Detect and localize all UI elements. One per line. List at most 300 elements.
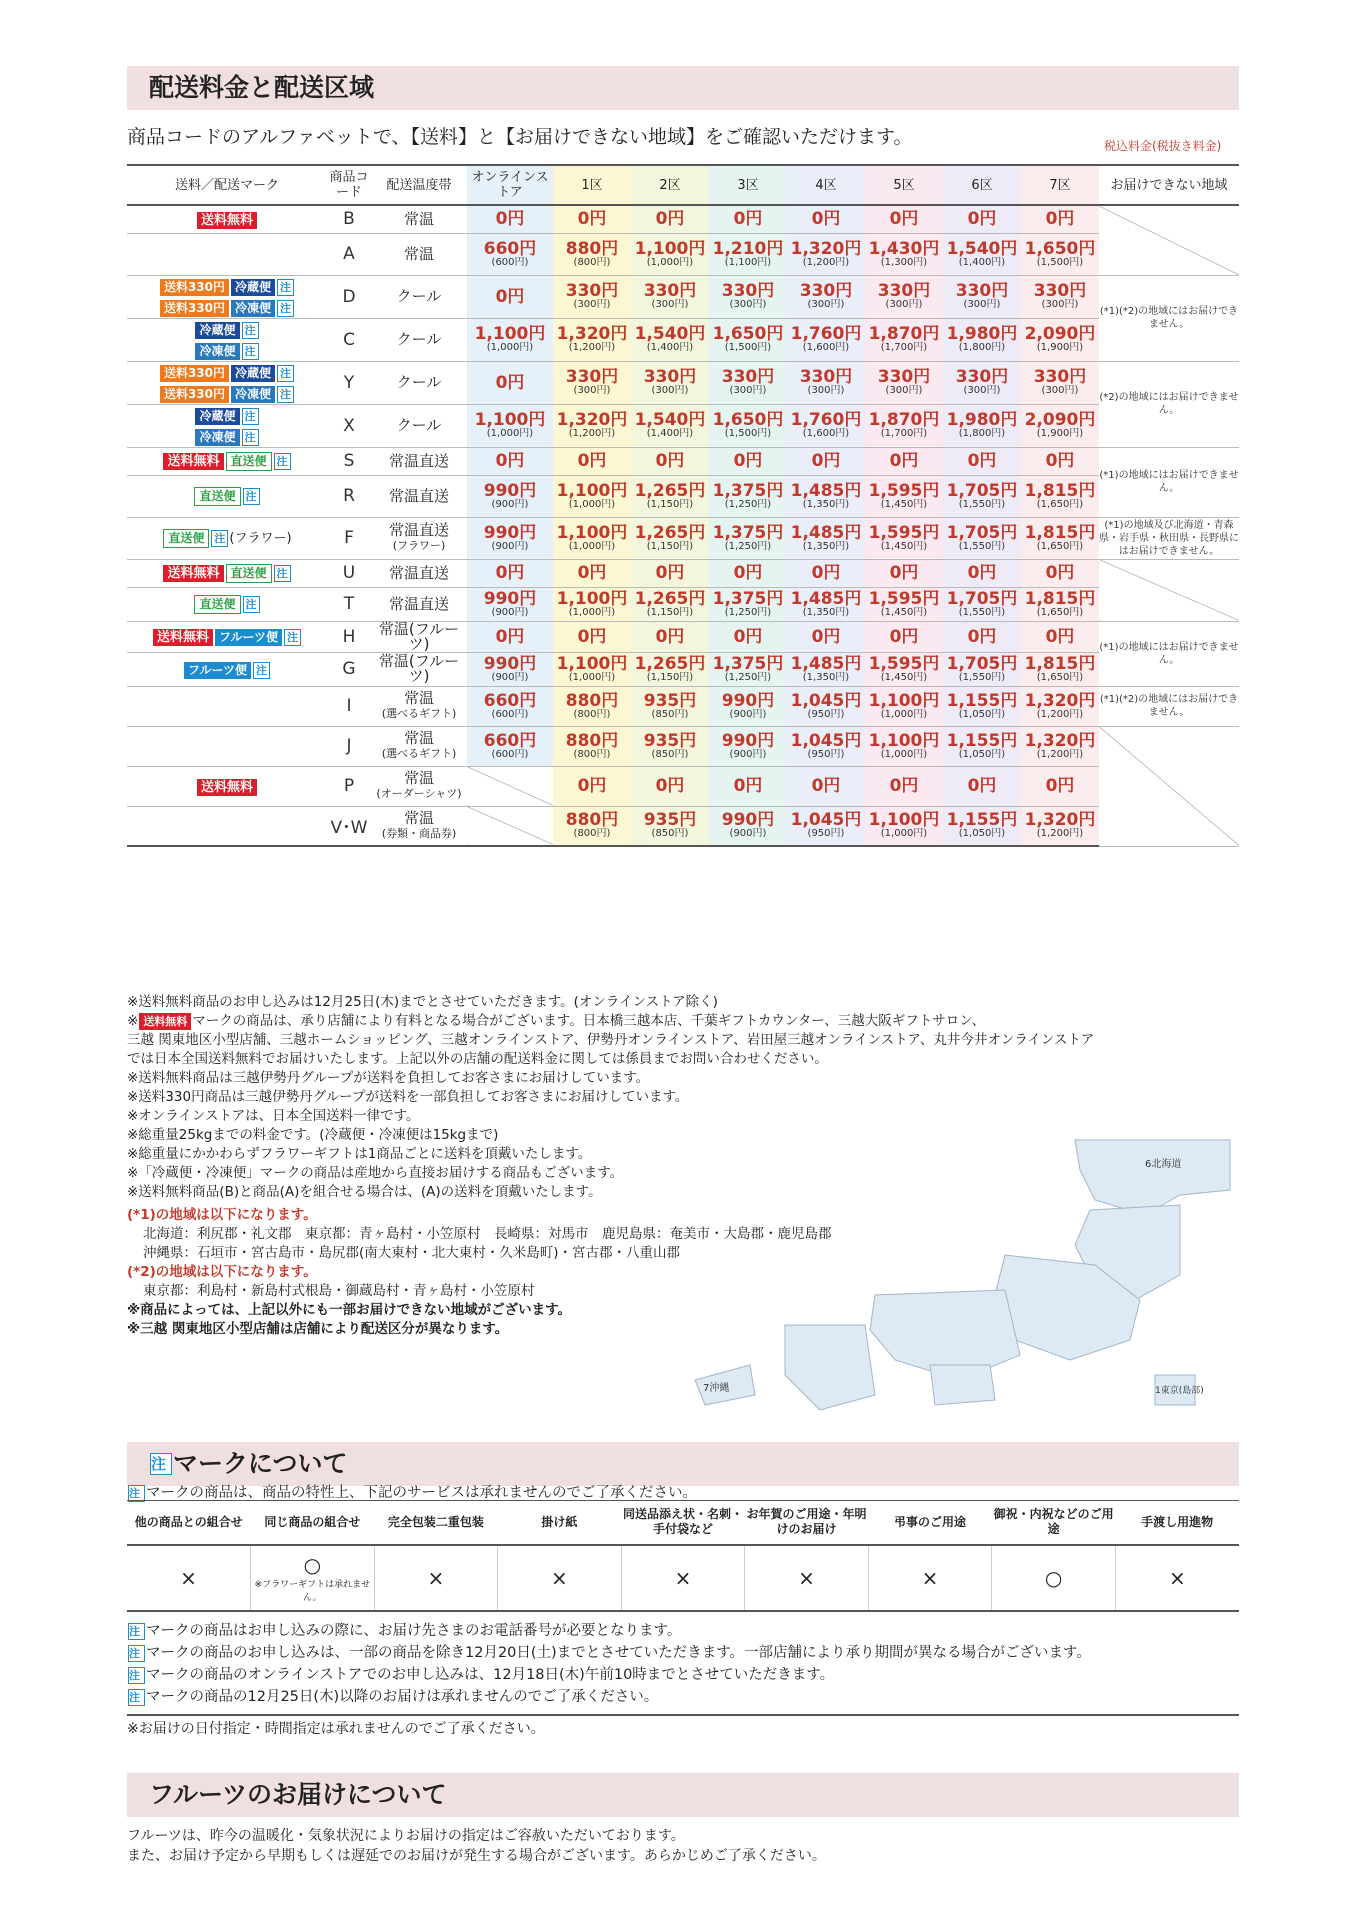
zone-7-price bbox=[1021, 275, 1099, 318]
undeliverable-area: (*1)(*2)の地域にはお届けできません。 bbox=[1099, 275, 1239, 361]
price-incl: 990円 bbox=[483, 480, 537, 501]
temp-main: 常温(フルーツ) bbox=[378, 619, 460, 653]
price-excl: (900円) bbox=[729, 748, 767, 760]
fruit-line: また、お届け予定から早期もしくは遅延でのお届けが発生する場合がございます。あらかじめご了承ください。 bbox=[127, 1848, 826, 1864]
online-price bbox=[467, 517, 553, 559]
price-excl: (300円) bbox=[573, 299, 611, 310]
price-excl: (900円) bbox=[729, 708, 767, 720]
note-text: ※「冷蔵便・冷凍便」マークの商品は産地から直接お届けする商品もございます。 bbox=[127, 1165, 624, 1181]
zone-3-price bbox=[709, 559, 787, 587]
service-header: 掛け紙 bbox=[498, 1501, 622, 1545]
undeliverable-area: (*2)の地域にはお届けできません。 bbox=[1099, 361, 1239, 447]
zone-1-price bbox=[553, 318, 631, 361]
price-excl: (1,800円) bbox=[958, 342, 1006, 353]
zone-3-price bbox=[709, 233, 787, 275]
price-incl: 1,485円 bbox=[790, 522, 862, 543]
price-incl: 0円 bbox=[811, 563, 841, 583]
service-value bbox=[374, 1545, 498, 1611]
price-incl: 0円 bbox=[655, 626, 685, 647]
price-excl: (900円) bbox=[729, 828, 767, 840]
zone-2-price bbox=[631, 652, 709, 686]
zone-7-price bbox=[1021, 361, 1099, 404]
note-line bbox=[127, 1012, 1237, 1031]
price-excl: (800円) bbox=[573, 708, 611, 720]
price-incl: 880円 bbox=[565, 690, 619, 711]
table-row bbox=[127, 205, 1239, 233]
price-excl: (300円) bbox=[729, 385, 767, 396]
price-excl: (300円) bbox=[1041, 385, 1079, 396]
temp-main: クール bbox=[396, 287, 442, 305]
zone-2-price bbox=[631, 233, 709, 275]
map-kyushu bbox=[785, 1325, 875, 1410]
price-incl: 0円 bbox=[577, 776, 607, 796]
shipping-marks bbox=[127, 233, 327, 275]
mark-s330: 送料330円 bbox=[160, 279, 229, 296]
online-price bbox=[467, 726, 553, 766]
zone-5-price bbox=[865, 361, 943, 404]
price-excl: (1,500円) bbox=[724, 428, 772, 439]
zone-4-price bbox=[787, 726, 865, 766]
price-incl: 1,595円 bbox=[868, 522, 940, 543]
price-incl: 0円 bbox=[655, 776, 685, 796]
price-incl: 0円 bbox=[577, 451, 607, 471]
zone-6-price bbox=[943, 475, 1021, 517]
note-text: ※送料330円商品は三越伊勢丹グループが送料を一部負担してお客さまにお届けしています。 bbox=[127, 1089, 689, 1105]
zone-2-price bbox=[631, 447, 709, 475]
price-incl: 330円 bbox=[799, 281, 853, 301]
price-incl: 0円 bbox=[811, 626, 841, 647]
chu-icon: 注 bbox=[274, 453, 291, 470]
mark-free: 送料無料 bbox=[163, 565, 223, 582]
zone-4-price bbox=[787, 517, 865, 559]
zone-1-price bbox=[553, 686, 631, 726]
zone-6-price bbox=[943, 621, 1021, 652]
price-incl: 0円 bbox=[577, 209, 607, 230]
price-incl: 1,540円 bbox=[634, 410, 706, 430]
zone-7-price bbox=[1021, 806, 1099, 846]
note-text: マークの商品は、承り店舗により有料となる場合がございます。日本橋三越本店、千葉ギフトカウンター、三越大阪ギフトサロン、 bbox=[192, 1013, 986, 1029]
mark-free: 送料無料 bbox=[163, 453, 223, 470]
price-incl: 1,705円 bbox=[946, 588, 1018, 609]
price-incl: 330円 bbox=[877, 281, 931, 301]
chu-lead-text: マークの商品は、商品の特性上、下記のサービスは承れませんのでご了承ください。 bbox=[146, 1485, 697, 1501]
mark-direct: 直送便 bbox=[226, 564, 272, 583]
price-incl: 0円 bbox=[967, 563, 997, 583]
zone-1-price bbox=[553, 517, 631, 559]
product-code: X bbox=[327, 404, 371, 447]
mark-free: 送料無料 bbox=[153, 629, 213, 646]
temperature-zone bbox=[371, 275, 467, 318]
undeliverable-area: (*1)の地域にはお届けできません。 bbox=[1099, 621, 1239, 686]
shipping-marks bbox=[127, 475, 327, 517]
shipping-marks bbox=[127, 726, 327, 766]
price-incl: 1,155円 bbox=[946, 730, 1018, 751]
price-incl: 880円 bbox=[565, 730, 619, 751]
price-excl: (1,050円) bbox=[958, 828, 1006, 840]
chu-icon: 注 bbox=[128, 1689, 145, 1706]
table-header: 1区 bbox=[553, 165, 631, 205]
zone-2-price bbox=[631, 766, 709, 806]
table-row bbox=[127, 559, 1239, 587]
table-header: 5区 bbox=[865, 165, 943, 205]
temperature-zone bbox=[371, 475, 467, 517]
price-excl: (900円) bbox=[491, 498, 529, 510]
price-excl: (1,350円) bbox=[802, 606, 850, 618]
price-excl: (1,200円) bbox=[1036, 748, 1084, 760]
zone-4-price bbox=[787, 447, 865, 475]
area2-line: ※三越 関東地区小型店舗は店舗により配送区分が異なります。 bbox=[127, 1321, 509, 1337]
chu-icon: 注 bbox=[277, 279, 294, 296]
price-excl: (1,050円) bbox=[958, 708, 1006, 720]
price-excl: (1,350円) bbox=[802, 540, 850, 552]
table-row bbox=[127, 517, 1239, 559]
price-incl: 1,375円 bbox=[712, 480, 784, 501]
price-excl: (1,350円) bbox=[802, 498, 850, 510]
service-mark: × bbox=[674, 1565, 692, 1590]
price-incl: 1,100円 bbox=[634, 238, 706, 259]
fruit-note bbox=[127, 1826, 826, 1866]
zone-3-price bbox=[709, 275, 787, 318]
price-excl: (1,400円) bbox=[646, 342, 694, 353]
service-mark: × bbox=[921, 1565, 939, 1590]
price-incl: 330円 bbox=[721, 367, 775, 387]
price-excl: (300円) bbox=[807, 385, 845, 396]
table-row bbox=[127, 726, 1239, 766]
price-excl: (1,100円) bbox=[724, 256, 772, 268]
temp-sub: (オーダーシャツ) bbox=[376, 787, 462, 800]
zone-7-price bbox=[1021, 652, 1099, 686]
price-incl: 0円 bbox=[577, 563, 607, 583]
online-price bbox=[467, 475, 553, 517]
price-excl: (1,900円) bbox=[1036, 342, 1084, 353]
price-incl: 0円 bbox=[1045, 451, 1075, 471]
zone-5-price bbox=[865, 587, 943, 621]
price-incl: 330円 bbox=[1033, 281, 1087, 301]
temperature-zone bbox=[371, 726, 467, 766]
zone-1-price bbox=[553, 205, 631, 233]
temp-sub: (選べるギフト) bbox=[381, 707, 457, 720]
zone-7-price bbox=[1021, 205, 1099, 233]
price-incl: 0円 bbox=[1045, 563, 1075, 583]
rule-line bbox=[127, 1686, 1239, 1708]
service-value bbox=[868, 1545, 992, 1611]
temp-main: 常温直送 bbox=[388, 486, 449, 505]
price-incl: 0円 bbox=[967, 209, 997, 230]
chu-icon: 注 bbox=[277, 386, 294, 403]
price-excl: (1,700円) bbox=[880, 342, 928, 353]
price-excl: (1,150円) bbox=[646, 671, 694, 683]
price-incl: 1,100円 bbox=[868, 730, 940, 751]
shipping-marks bbox=[127, 806, 327, 846]
price-incl: 330円 bbox=[565, 281, 619, 301]
price-excl: (300円) bbox=[573, 385, 611, 396]
online-price bbox=[467, 404, 553, 447]
price-excl: (900円) bbox=[491, 671, 529, 683]
temp-main: 常温(フルーツ) bbox=[378, 652, 460, 685]
tax-note: 税込料金(税抜き料金) bbox=[1104, 139, 1222, 153]
product-code: T bbox=[327, 587, 371, 621]
table-row bbox=[127, 806, 1239, 846]
price-excl: (1,050円) bbox=[958, 748, 1006, 760]
zone-7-price bbox=[1021, 726, 1099, 766]
map-shikoku bbox=[930, 1365, 995, 1405]
price-incl: 1,705円 bbox=[946, 522, 1018, 543]
shipping-marks bbox=[127, 447, 327, 475]
zone-1-price bbox=[553, 621, 631, 652]
product-code: V･W bbox=[327, 806, 371, 846]
rule-line bbox=[127, 1620, 1239, 1642]
service-header: 他の商品との組合せ bbox=[127, 1501, 251, 1545]
temperature-zone bbox=[371, 233, 467, 275]
zone-3-price bbox=[709, 205, 787, 233]
price-incl: 1,320円 bbox=[556, 324, 628, 344]
zone-2-price bbox=[631, 275, 709, 318]
zone-3-price bbox=[709, 621, 787, 652]
fruit-line: フルーツは、昨今の温暖化・気象状況によりお届けの指定はご容赦いただいております。 bbox=[127, 1828, 685, 1844]
zone-5-price bbox=[865, 205, 943, 233]
price-incl: 0円 bbox=[967, 626, 997, 647]
price-incl: 1,705円 bbox=[946, 653, 1018, 674]
price-incl: 1,650円 bbox=[712, 324, 784, 344]
price-incl: 1,320円 bbox=[1024, 730, 1096, 751]
price-excl: (1,650円) bbox=[1036, 498, 1084, 510]
price-incl: 1,540円 bbox=[634, 324, 706, 344]
price-incl: 1,320円 bbox=[790, 238, 862, 259]
temperature-zone bbox=[371, 559, 467, 587]
price-excl: (1,600円) bbox=[802, 342, 850, 353]
intro-text: 商品コードのアルファベットで、【送料】と【お届けできない地域】をご確認いただけます。 bbox=[127, 126, 913, 148]
shipping-rate-table bbox=[127, 164, 1239, 847]
price-excl: (1,650円) bbox=[1036, 671, 1084, 683]
price-incl: 0円 bbox=[1045, 626, 1075, 647]
mark-frozen: 冷凍便 bbox=[195, 343, 239, 360]
chu-icon: 注 bbox=[128, 1485, 145, 1502]
price-incl: 0円 bbox=[495, 372, 525, 393]
section-title-chu bbox=[127, 1442, 1239, 1486]
table-header: お届けできない地域 bbox=[1099, 165, 1239, 205]
price-excl: (1,200円) bbox=[1036, 828, 1084, 840]
chu-icon: 注 bbox=[211, 530, 228, 547]
service-sub: ※フラワーギフトは承れません。 bbox=[254, 1579, 371, 1603]
price-incl: 1,595円 bbox=[868, 588, 940, 609]
price-excl: (600円) bbox=[491, 708, 529, 720]
undeliverable-area: (*1)の地域及び北海道・青森県・岩手県・秋田県・長野県にはお届けできません。 bbox=[1099, 517, 1239, 559]
price-incl: 0円 bbox=[811, 209, 841, 230]
service-mark: × bbox=[798, 1565, 815, 1590]
price-incl: 1,045円 bbox=[790, 810, 862, 831]
table-row bbox=[127, 404, 1239, 447]
shipping-marks bbox=[127, 318, 327, 361]
section-title-chu-text: マークについて bbox=[173, 1449, 348, 1478]
zone-7-price bbox=[1021, 404, 1099, 447]
price-excl: (1,500円) bbox=[1036, 256, 1084, 268]
price-excl: (300円) bbox=[885, 385, 923, 396]
zone-6-price bbox=[943, 205, 1021, 233]
price-incl: 1,375円 bbox=[712, 653, 784, 674]
temp-main: 常温直送 bbox=[388, 521, 449, 539]
zone-3-price bbox=[709, 587, 787, 621]
price-excl: (850円) bbox=[651, 708, 689, 720]
zone-1-price bbox=[553, 361, 631, 404]
price-incl: 1,485円 bbox=[790, 588, 862, 609]
price-incl: 1,155円 bbox=[946, 810, 1018, 831]
undeliverable-area bbox=[1099, 559, 1239, 621]
product-code: G bbox=[327, 652, 371, 686]
price-excl: (1,000円) bbox=[568, 606, 616, 618]
price-incl: 2,090円 bbox=[1024, 410, 1096, 430]
price-incl: 660円 bbox=[483, 690, 537, 711]
temp-main: クール bbox=[396, 373, 442, 391]
note-line bbox=[127, 1050, 1237, 1069]
service-mark: × bbox=[1169, 1565, 1186, 1590]
price-incl: 1,265円 bbox=[634, 653, 706, 674]
zone-3-price bbox=[709, 475, 787, 517]
price-incl: 0円 bbox=[811, 776, 841, 796]
temperature-zone bbox=[371, 205, 467, 233]
price-incl: 0円 bbox=[495, 563, 525, 583]
price-incl: 990円 bbox=[483, 522, 537, 543]
price-incl: 0円 bbox=[733, 776, 763, 796]
zone-3-price bbox=[709, 652, 787, 686]
price-incl: 1,100円 bbox=[868, 810, 940, 831]
zone-4-price bbox=[787, 652, 865, 686]
chu-icon: 注 bbox=[277, 365, 294, 382]
service-value bbox=[1115, 1545, 1239, 1611]
zone-4-price bbox=[787, 806, 865, 846]
price-excl: (1,150円) bbox=[646, 540, 694, 552]
price-incl: 1,100円 bbox=[556, 480, 628, 501]
price-excl: (1,550円) bbox=[958, 540, 1006, 552]
note-line bbox=[127, 1088, 1237, 1107]
price-excl: (300円) bbox=[807, 299, 845, 310]
shipping-marks bbox=[127, 766, 327, 806]
note-text: ※送料無料商品は三越伊勢丹グループが送料を負担してお客さまにお届けしています。 bbox=[127, 1070, 650, 1086]
price-incl: 330円 bbox=[721, 281, 775, 301]
price-excl: (300円) bbox=[1041, 299, 1079, 310]
price-incl: 1,595円 bbox=[868, 480, 940, 501]
note-text: では日本全国送料無料でお届けいたします。上記以外の店舗の配送料金に関しては係員までお問い合わせください。 bbox=[127, 1051, 828, 1067]
price-incl: 0円 bbox=[1045, 209, 1075, 230]
price-incl: 990円 bbox=[483, 588, 537, 609]
temp-main: 常温直送 bbox=[388, 563, 449, 582]
product-code: J bbox=[327, 726, 371, 766]
price-excl: (950円) bbox=[807, 828, 845, 840]
price-incl: 0円 bbox=[889, 563, 919, 583]
price-excl: (1,800円) bbox=[958, 428, 1006, 439]
temperature-zone bbox=[371, 587, 467, 621]
zone-5-price bbox=[865, 404, 943, 447]
online-price bbox=[467, 318, 553, 361]
online-price bbox=[467, 686, 553, 726]
price-incl: 1,815円 bbox=[1024, 653, 1096, 674]
area2-line: 東京都：利島村・新島村式根島・御蔵島村・青ヶ島村・小笠原村 bbox=[143, 1283, 535, 1299]
zone-3-price bbox=[709, 318, 787, 361]
price-excl: (1,200円) bbox=[568, 342, 616, 353]
zone-2-price bbox=[631, 686, 709, 726]
price-incl: 1,980円 bbox=[946, 324, 1018, 344]
table-row bbox=[127, 587, 1239, 621]
price-incl: 990円 bbox=[721, 810, 775, 831]
product-code: H bbox=[327, 621, 371, 652]
zone-5-price bbox=[865, 475, 943, 517]
price-incl: 1,760円 bbox=[790, 324, 862, 344]
price-excl: (1,450円) bbox=[880, 540, 928, 552]
zone-2-price bbox=[631, 361, 709, 404]
price-incl: 660円 bbox=[483, 238, 537, 259]
service-mark: × bbox=[551, 1565, 568, 1590]
zone-3-price bbox=[709, 806, 787, 846]
price-incl: 0円 bbox=[733, 563, 763, 583]
price-excl: (1,250円) bbox=[724, 606, 772, 618]
price-excl: (1,550円) bbox=[958, 606, 1006, 618]
price-incl: 1,045円 bbox=[790, 730, 862, 751]
table-header: 3区 bbox=[709, 165, 787, 205]
zone-6-price bbox=[943, 517, 1021, 559]
zone-7-price bbox=[1021, 587, 1099, 621]
price-incl: 1,100円 bbox=[868, 690, 940, 711]
price-incl: 1,375円 bbox=[712, 522, 784, 543]
zone-5-price bbox=[865, 447, 943, 475]
price-excl: (1,450円) bbox=[880, 606, 928, 618]
area2-line: ※商品によっては、上記以外にも一部お届けできない地域がございます。 bbox=[127, 1302, 572, 1318]
service-header: 弔事のご用途 bbox=[868, 1501, 992, 1545]
shipping-marks bbox=[127, 275, 327, 318]
chu-icon: 注 bbox=[128, 1623, 145, 1640]
shipping-marks bbox=[127, 621, 327, 652]
price-incl: 990円 bbox=[483, 653, 537, 674]
chu-icon: 注 bbox=[242, 343, 259, 360]
table-row bbox=[127, 275, 1239, 318]
undeliverable-area: (*1)の地域にはお届けできません。 bbox=[1099, 447, 1239, 517]
chu-icon: 注 bbox=[253, 662, 270, 679]
service-value bbox=[127, 1545, 251, 1611]
zone-5-price bbox=[865, 652, 943, 686]
zone-2-price bbox=[631, 318, 709, 361]
price-incl: 0円 bbox=[889, 776, 919, 796]
mark-frozen: 冷凍便 bbox=[231, 300, 275, 317]
price-incl: 1,815円 bbox=[1024, 588, 1096, 609]
temp-main: 常温 bbox=[403, 209, 434, 228]
zone-2-price bbox=[631, 475, 709, 517]
mark-direct: 直送便 bbox=[194, 595, 240, 614]
zone-7-price bbox=[1021, 766, 1099, 806]
price-excl: (1,650円) bbox=[1036, 606, 1084, 618]
price-incl: 1,265円 bbox=[634, 480, 706, 501]
price-incl: 1,870円 bbox=[868, 324, 940, 344]
price-incl: 0円 bbox=[1045, 776, 1075, 796]
price-incl: 0円 bbox=[889, 209, 919, 230]
section-title-shipping: 配送料金と配送区域 bbox=[127, 66, 1239, 110]
zone-7-price bbox=[1021, 621, 1099, 652]
note-line bbox=[127, 993, 1237, 1012]
zone-6-price bbox=[943, 275, 1021, 318]
price-excl: (1,400円) bbox=[646, 428, 694, 439]
zone-1-price bbox=[553, 559, 631, 587]
price-incl: 1,815円 bbox=[1024, 522, 1096, 543]
service-mark: ○ bbox=[1044, 1565, 1063, 1590]
price-incl: 1,485円 bbox=[790, 480, 862, 501]
product-code: S bbox=[327, 447, 371, 475]
shipping-marks bbox=[127, 559, 327, 587]
price-excl: (600円) bbox=[491, 256, 529, 268]
service-header: 同じ商品の組合せ bbox=[251, 1501, 375, 1545]
price-incl: 0円 bbox=[889, 626, 919, 647]
zone-1-price bbox=[553, 475, 631, 517]
price-incl: 0円 bbox=[495, 286, 525, 307]
price-incl: 1,760円 bbox=[790, 410, 862, 430]
mark-s330: 送料330円 bbox=[160, 365, 229, 382]
temp-sub: (選べるギフト) bbox=[381, 747, 457, 760]
